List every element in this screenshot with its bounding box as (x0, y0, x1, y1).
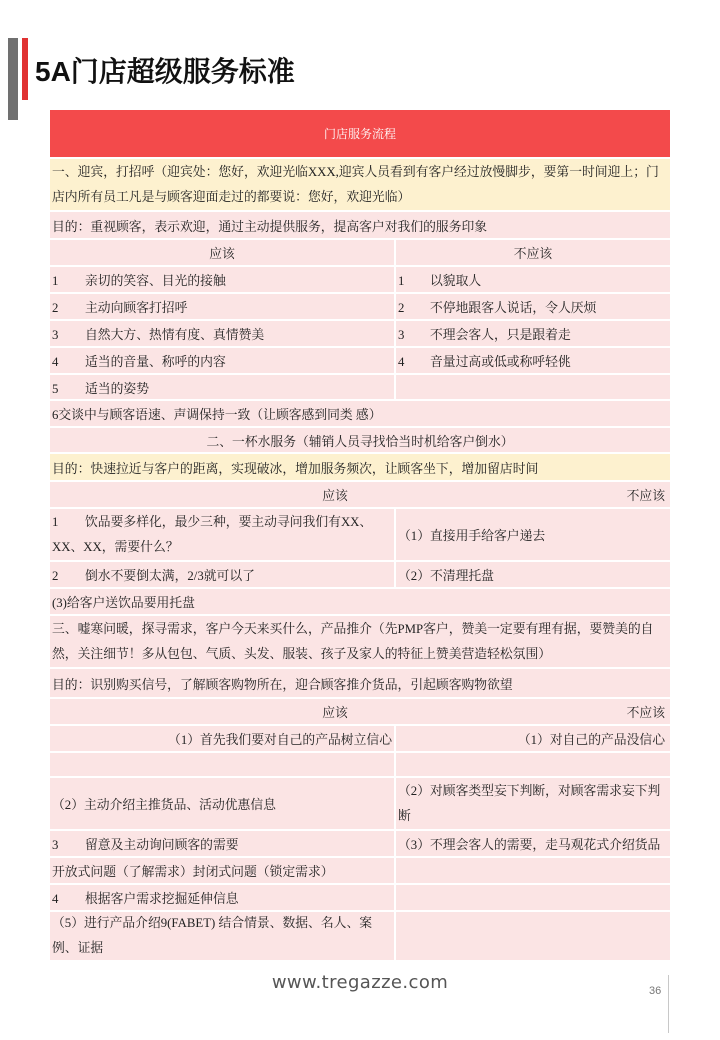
should-not-item: （1）直接用手给客户递去 (394, 509, 670, 560)
should-not-item: （3）不理会客人的需要，走马观花式介绍货品 (394, 831, 670, 856)
section3-heading: 三、嘘寒问暖，探寻需求，客户今天来买什么，产品推介（先PMP客户，赞美一定要有理有据，要赞美的自然，关注细节！多从包包、气质、头发、服装、孩子及家人的特征上赞美营造轻松氛围） (52, 621, 654, 661)
section2-heading-row (50, 426, 670, 452)
item-text: 不理会客人，只是跟着走 (430, 328, 571, 342)
item-text: 倒水不要倒太满，2/3就可以了 (85, 569, 255, 583)
section2-labels-row (50, 480, 670, 507)
item-number: 2 (52, 569, 59, 583)
should-not-item: （1）对自己的产品没信心 (394, 726, 670, 751)
table-row (50, 829, 670, 856)
table-row (50, 910, 670, 960)
item-text: 适当的音量、称呼的内容 (85, 355, 226, 369)
item-number: 5 (52, 381, 59, 396)
section1-should-not-label: 不应该 (394, 240, 670, 265)
table-row (50, 560, 670, 587)
should-item (50, 831, 394, 856)
item-text: 不停地跟客人说话，令人厌烦 (430, 301, 597, 315)
item-text: 适当的姿势 (85, 381, 149, 396)
table-row (50, 724, 670, 751)
item-number: 1 (52, 274, 59, 288)
empty-cell (394, 753, 670, 776)
section2-purpose: 目的：快速拉近与客户的距离，实现破冰，增加服务频次，让顾客坐下，增加留店时间 (52, 461, 539, 476)
should-item: （2）主动介绍主推货品、活动优惠信息 (52, 798, 276, 812)
item-text: 以貌取人 (430, 274, 482, 288)
item-text: 主动向顾客打招呼 (85, 301, 188, 315)
item-number: 2 (398, 301, 405, 315)
should-item (50, 294, 394, 319)
section2-note-row (50, 587, 670, 614)
should-not-item (394, 321, 670, 346)
item-text: 饮品要多样化，最少三种，要主动寻问我们有XX、XX、XX，需要什么？ (52, 514, 373, 554)
item-number: 4 (52, 892, 59, 906)
should-item: （1）首先我们要对自己的产品树立信心 (168, 733, 392, 747)
should-item: （5）进行产品介绍9(FABET) 结合情景、数据、名人、案例、证据 (52, 916, 373, 955)
section2-should-label: 应该 (322, 489, 348, 503)
item-number: 1 (398, 274, 405, 288)
item-text: 亲切的笑容、目光的接触 (85, 274, 226, 288)
section2-heading: 二、一杯水服务（辅销人员寻找恰当时机给客户倒水） (206, 434, 514, 449)
table-row (50, 883, 670, 910)
table-header-row (50, 110, 670, 157)
table-row-empty (50, 751, 670, 776)
table-header-title: 门店服务流程 (323, 127, 396, 141)
section2-purpose-row (50, 452, 670, 480)
item-number: 1 (52, 514, 59, 529)
should-not-item (394, 267, 670, 292)
item-number: 4 (52, 355, 59, 369)
page-title: 5A门店超级服务标准 (35, 56, 295, 87)
item-text: 留意及主动询问顾客的需要 (85, 838, 239, 852)
footer-website: www.tregazze.com (271, 972, 449, 993)
service-process-table (50, 110, 670, 960)
section1-note-row (50, 399, 670, 426)
table-row (50, 507, 670, 560)
footer-divider-line (668, 975, 669, 1033)
should-item (50, 885, 394, 910)
should-item (50, 375, 394, 399)
item-text: 音量过高或低或称呼轻佻 (430, 355, 571, 369)
section3-should-label: 应该 (322, 706, 348, 720)
table-row (50, 856, 670, 883)
table-row (50, 346, 670, 373)
page-number: 36 (649, 985, 662, 997)
item-number: 2 (52, 301, 59, 315)
item-number: 3 (52, 838, 59, 852)
should-item (50, 562, 394, 587)
section3-labels-row (50, 697, 670, 724)
should-item (50, 267, 394, 292)
section3-purpose-row (50, 667, 670, 697)
section1-note: 6交谈中与顾客语速、声调保持一致（让顾客感到同类 感） (52, 408, 382, 422)
should-item (50, 321, 394, 346)
section1-should-label: 应该 (209, 247, 235, 261)
section2-note: (3)给客户送饮品要用托盘 (52, 596, 195, 610)
empty-cell (394, 858, 670, 883)
empty-cell (394, 885, 670, 910)
empty-cell (394, 375, 670, 399)
empty-cell (50, 753, 394, 776)
item-text: 根据客户需求挖掘延伸信息 (85, 892, 239, 906)
section3-purpose: 目的：识别购买信号，了解顾客购物所在，迎合顾客推介货品，引起顾客购物欲望 (52, 677, 513, 692)
should-not-item: （2）不清理托盘 (394, 562, 670, 587)
section3-heading-row (50, 614, 670, 667)
should-item (50, 509, 394, 560)
should-not-item (394, 348, 670, 373)
section1-purpose: 目的：重视顾客，表示欢迎，通过主动提供服务，提高客户对我们的服务印象 (52, 219, 488, 234)
item-number: 3 (52, 328, 59, 342)
table-row (50, 265, 670, 292)
table-row (50, 319, 670, 346)
title-accent-gray-bar (8, 38, 18, 120)
section3-should-not-label: 不应该 (626, 706, 665, 720)
should-not-item: （2）对顾客类型妄下判断，对顾客需求妄下判断 (394, 778, 670, 829)
should-not-item (394, 294, 670, 319)
table-row (50, 776, 670, 829)
section1-heading: 一、迎宾，打招呼（迎宾处：您好，欢迎光临XXX,迎宾人员看到有客户经过放慢脚步，要第一时间迎上；门店内所有员工凡是与顾客迎面走过的都要说：您好，欢迎光临） (52, 164, 659, 204)
section1-labels-row (50, 238, 670, 265)
item-text: 自然大方、热情有度、真情赞美 (85, 328, 265, 342)
section2-should-not-label: 不应该 (626, 489, 665, 503)
should-item (50, 348, 394, 373)
empty-cell (394, 912, 670, 960)
section1-purpose-row (50, 210, 670, 238)
item-number: 4 (398, 355, 405, 369)
section1-heading-row (50, 157, 670, 210)
should-item: 开放式问题（了解需求）封闭式问题（锁定需求） (52, 865, 334, 879)
title-accent-red-bar (22, 38, 28, 100)
item-number: 3 (398, 328, 405, 342)
table-row (50, 373, 670, 399)
table-row (50, 292, 670, 319)
